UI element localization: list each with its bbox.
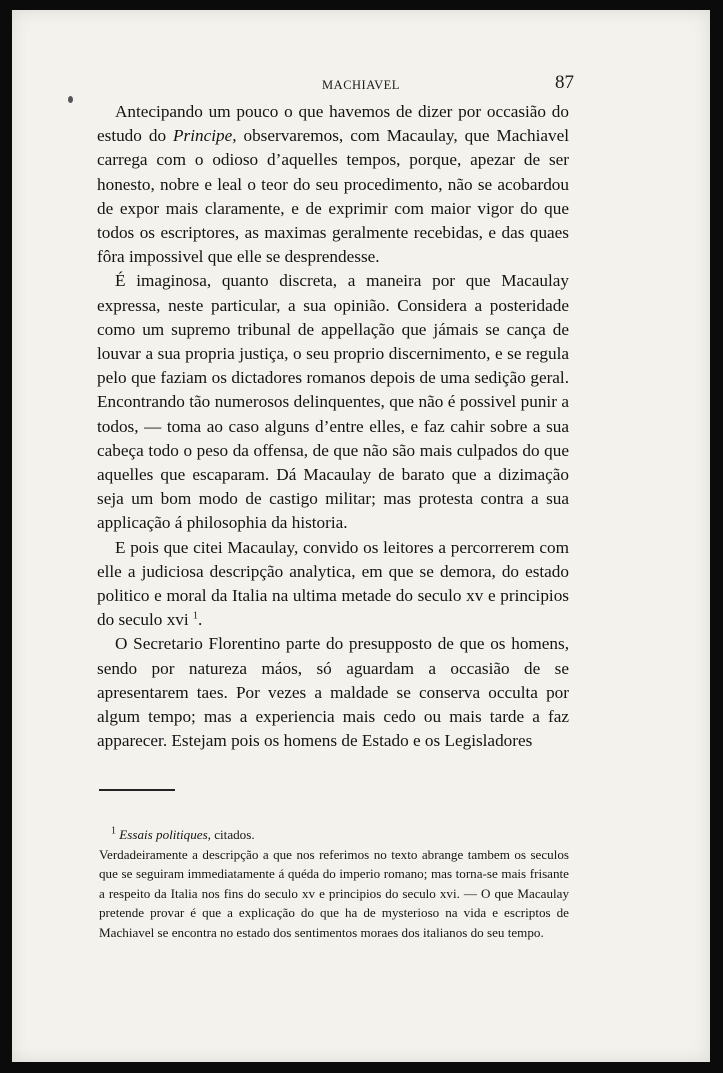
page-number: 87 (555, 72, 574, 93)
footnote-rule (99, 789, 175, 791)
paragraph-3 (97, 536, 569, 633)
paragraph-1-text-b: observaremos, com Macaulay, que Machiavel carrega com o odioso d’aquelles tempos, porque, apezar de ser honesto, nobre e leal o teor do seu procedimento, não se acobardou de expor mais claramente, e de exprimir com maior vigor do que todos os escriptores, as maximas geralmente recebidas, e das quaes fôra impossivel que elle se desprendesse. (97, 126, 569, 267)
ink-speck (68, 96, 73, 103)
footnote-text: Verdadeiramente a descripção a que nos referimos no texto abrange tambem os seculos que se seguiram immediatamente á quéda do imperio romano; mas torna-se mais frisante a respeito da Italia nos fins do seculo xv e principios do seculo xvi. — O que Macaulay pretende provar é que a explicação do que ha de mysterioso na vida e escriptos de Machiavel se encontra no estado dos sentimentos moraes dos italianos do seu tempo. (99, 846, 569, 940)
paragraph-2: É imaginosa, quanto discreta, a maneira por que Macaulay expressa, neste particular, a sua opinião. Considera a posteridade como um supremo tribunal de appellação que jámais se cança de louvar a sua propria justiça, o seu proprio discernimento, e se regula pelo que faziam os dictadores romanos depois de uma sedição geral. Encontrando tão numerosos delinquentes, que não é possivel punir a todos, — toma ao caso alguns d’entre elles, e faz cahir sobre a sua cabeça todo o peso da offensa, de que não são mais culpados do que aquelles que escaparam. Dá Macaulay de barato que a dizimação seja um bom modo de castigo militar; mas protesta contra a sua applicação á philosophia da historia. (97, 271, 569, 533)
running-head: MACHIAVEL (322, 78, 400, 92)
main-text (97, 100, 569, 753)
footnote-1 (99, 825, 569, 845)
footnote-1-suffix: citados. (210, 827, 255, 842)
paragraph-1 (97, 100, 569, 269)
paragraph-3-text-a: E pois que citei Macaulay, convido os leitores a percorrerem com elle a judiciosa descripção analytica, em que se demora, do estado politico e moral da Italia na ultima metade do seculo xv e principios do seculo xvi (97, 537, 569, 630)
footnote-reference: 1 (192, 610, 198, 622)
footnote-marker: 1 (111, 825, 116, 837)
paragraph-3-text-b: . (197, 610, 203, 630)
book-page (12, 10, 710, 1062)
footnote-1-title: Essais politiques, (119, 827, 211, 842)
footnotes (99, 825, 569, 942)
book-title-principe: Principe, (173, 126, 237, 146)
page-header (12, 72, 710, 96)
paragraph-1-text-a: Antecipando um pouco o que havemos de dizer por occasião do estudo do (97, 102, 569, 146)
paragraph-4: O Secretario Florentino parte do presupposto de que os homens, sendo por natureza máos, só aguardam a occasião de se apresentarem taes. Por vezes a maldade se conserva occulta por algum tempo; mas a experiencia mais cedo ou mais tarde a faz apparecer. Estejam pois os homens de Estado e os Legisladores (97, 634, 569, 751)
